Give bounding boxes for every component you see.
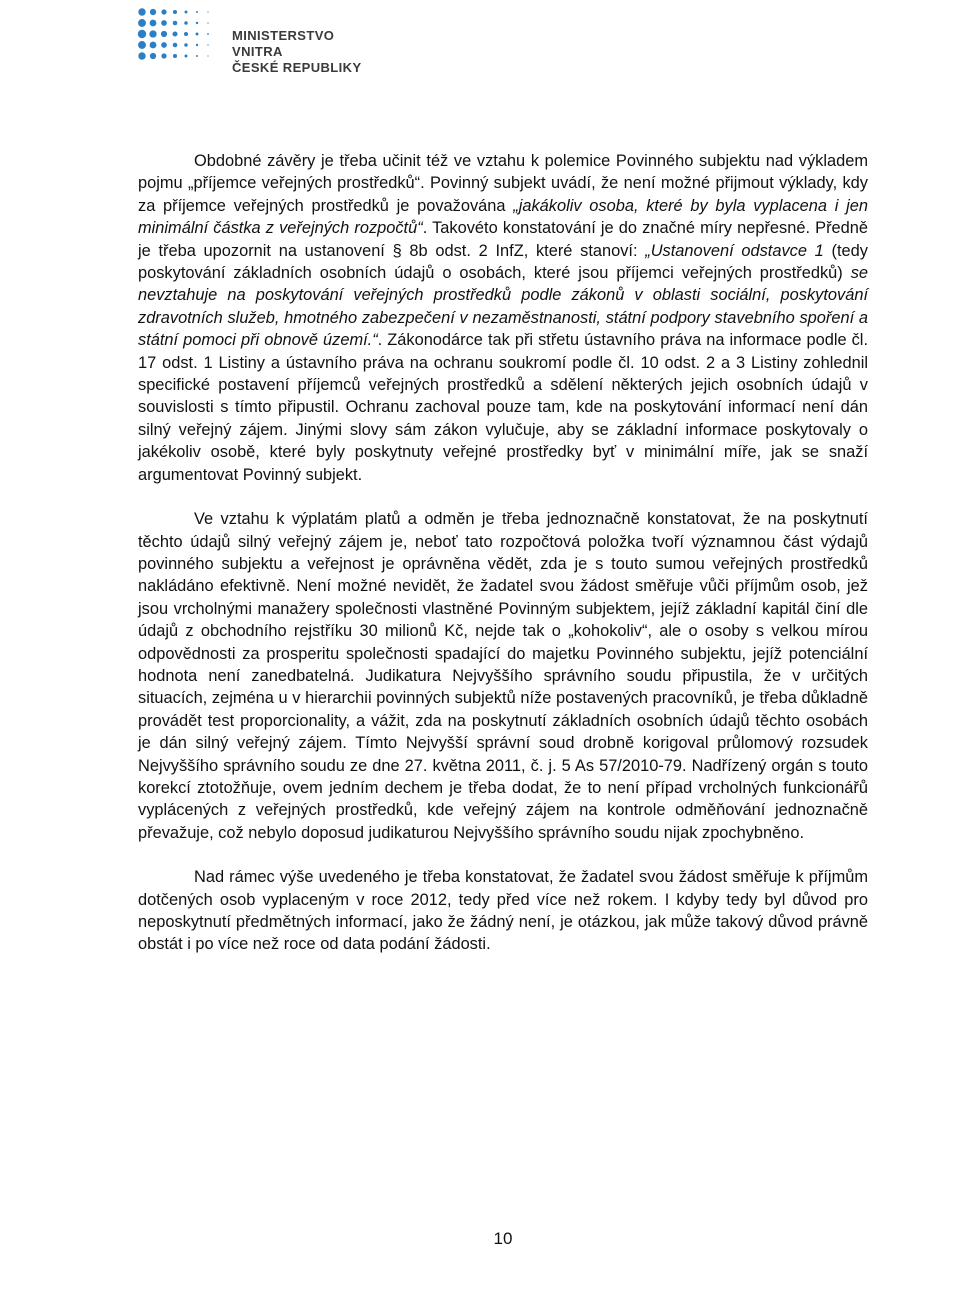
logo-dot (207, 11, 208, 12)
logo-dot (150, 42, 157, 49)
logo-dot (161, 53, 166, 58)
text-run: (tedy poskytování základních osobních údajů o osobách, které jsou příjemci veřejných prostředků) (138, 241, 868, 283)
logo-dot (138, 41, 146, 49)
quoted-text: „Ustanovení odstavce 1 (645, 241, 832, 260)
logo-dot (207, 33, 209, 35)
logo-dot (196, 55, 198, 57)
logo-dot (173, 43, 178, 48)
logo-dot (207, 22, 208, 23)
logo-dot (184, 21, 188, 25)
text-run: Nad rámec výše uvedeného je třeba konstatovat, že žadatel svou žádost směřuje k příjmům dotčených osob vyplaceným v roce 2012, tedy před více než rokem. I kdyby tedy byl důvod pro neposkytnutí předmětných informací, jako že žádný není, je otázkou, jak může takový důvod právně obstát i po více než roce od data podání žádosti. (138, 868, 868, 954)
logo-dot (138, 8, 145, 15)
logo-dot (161, 9, 166, 14)
logo-dot (185, 11, 188, 14)
logo-dot (172, 31, 177, 36)
paragraph (138, 508, 868, 844)
logo-dot (149, 30, 156, 37)
logo-dot (196, 44, 198, 46)
ministry-logo-text (232, 28, 376, 76)
logo-dot (185, 55, 188, 58)
document-body (138, 150, 868, 956)
logo-line-2: ČESKÉ REPUBLIKY (232, 60, 362, 75)
logo-dot-pattern-icon (136, 6, 228, 62)
page-number: 10 (493, 1229, 513, 1248)
paragraph (138, 866, 868, 956)
logo-dot (184, 43, 188, 47)
text-run: . Zákonodárce tak při střetu ústavního práva na informace podle čl. 17 odst. 1 Listiny a ústavního práva na ochranu soukromí podle čl. 10 odst. 2 a 3 Listiny zohlednil specifické postavení příjemců veřejných prostředků a sdělení některých jejich osobních údajů v souvislosti s tímto připustil. Ochranu zachoval pouze tam, kde na poskytování informací není dán silný veřejný zájem. Jinými slovy sám zákon vylučuje, aby se základní informace poskytovaly o jakékoliv osobě, které byly poskytnuty veřejné prostředky byť v minimální míře, jak se snaží argumentovat Povinný subjekt. (138, 331, 868, 484)
paragraph (138, 150, 868, 486)
logo-dot (161, 20, 167, 26)
logo-dot (184, 32, 188, 36)
logo-dot (138, 30, 146, 38)
logo-dot (207, 44, 208, 45)
text-run: Obdobné závěry je třeba učinit též ve vztahu k polemice Povinného subjektu nad výkladem pojmu „příjemce veřejných prostředků“. Povinný subjekt uvádí, že není možné přijmout výklady, kdy za příjemce veřejných prostředků je považována (138, 152, 868, 215)
text-run: Ve vztahu k výplatám platů a odměn je třeba jednoznačně konstatovat, že na poskytnutí těchto údajů silný veřejný zájem je, neboť tato rozpočtová položka tvoří významnou část výdajů povinného subjektu a veřejnost je oprávněna vědět, zda je s touto sumou veřejných prostředků nakládáno efektivně. Není možné nevidět, že žadatel svou žádost směřuje vůči příjmům osob, jež jsou vrcholnými manažery společnosti vlastněné Povinným subjektem, jejíž základní kapitál činí dle údajů z obchodního rejstříku 30 milionů Kč, nejde tak o „kohokoliv“, ale o osoby s velkou mírou odpovědnosti za prosperitu společnosti spadající do majetku Povinného subjektu, jejíž potenciální hodnota není zanedbatelná. Judikatura Nejvyššího správního soudu připustila, že v určitých situacích, zejména u v hierarchii povinných subjektů níže postavených pracovníků, je třeba důkladně provádět test proporcionality, a vážit, zda na poskytnutí základních osobních údajů těchto osobách je dán silný veřejný zájem. Tímto Nejvyšší správní soud drobně korigoval průlomový rozsudek Nejvyššího správního soudu ze dne 27. května 2011, č. j. 5 As 57/2010-79. Nadřízený orgán s touto korekcí ztotožňuje, ovem jedním dechem je třeba dodat, že to není případ vrcholných funkcionářů vyplácených z veřejných prostředků, kde veřejný zájem na kontrole odměňování jednoznačně převažuje, což nebylo doposud judikaturou Nejvyššího správního soudu nijak zpochybněno. (138, 510, 868, 842)
logo-dot (161, 31, 167, 37)
quoted-text: „jakákoliv osoba, které by byla vyplacena i jen minimální částka z veřejných rozpočtů“ (138, 196, 868, 238)
logo-dot (138, 52, 145, 59)
quoted-text: se nevztahuje na poskytování veřejných prostředků podle zákonů v oblasti sociální, poskytování zdravotních služeb, hmotného zabezpečení v nezaměstnanosti, státní podpory stavebního spoření a státní pomoci při obnově území.“ (138, 264, 868, 350)
logo-dot (138, 19, 146, 27)
logo-dot (196, 22, 198, 24)
logo-line-1: MINISTERSTVO VNITRA (232, 28, 335, 59)
logo-dot (173, 10, 177, 14)
text-run: . Takovéto konstatování je do značné míry nepřesné. Předně je třeba upozornit na ustanovení § 8b odst. 2 InfZ, které stanoví: (138, 219, 868, 260)
logo-dot (173, 54, 177, 58)
logo-dot (150, 9, 156, 15)
logo-dot (150, 20, 157, 27)
logo-dot (161, 42, 167, 48)
logo-dot (150, 53, 156, 59)
logo-dot (196, 11, 198, 13)
logo-dot (173, 21, 178, 26)
logo-dot (196, 33, 199, 36)
ministry-logo (136, 6, 376, 75)
logo-dot (207, 55, 208, 56)
